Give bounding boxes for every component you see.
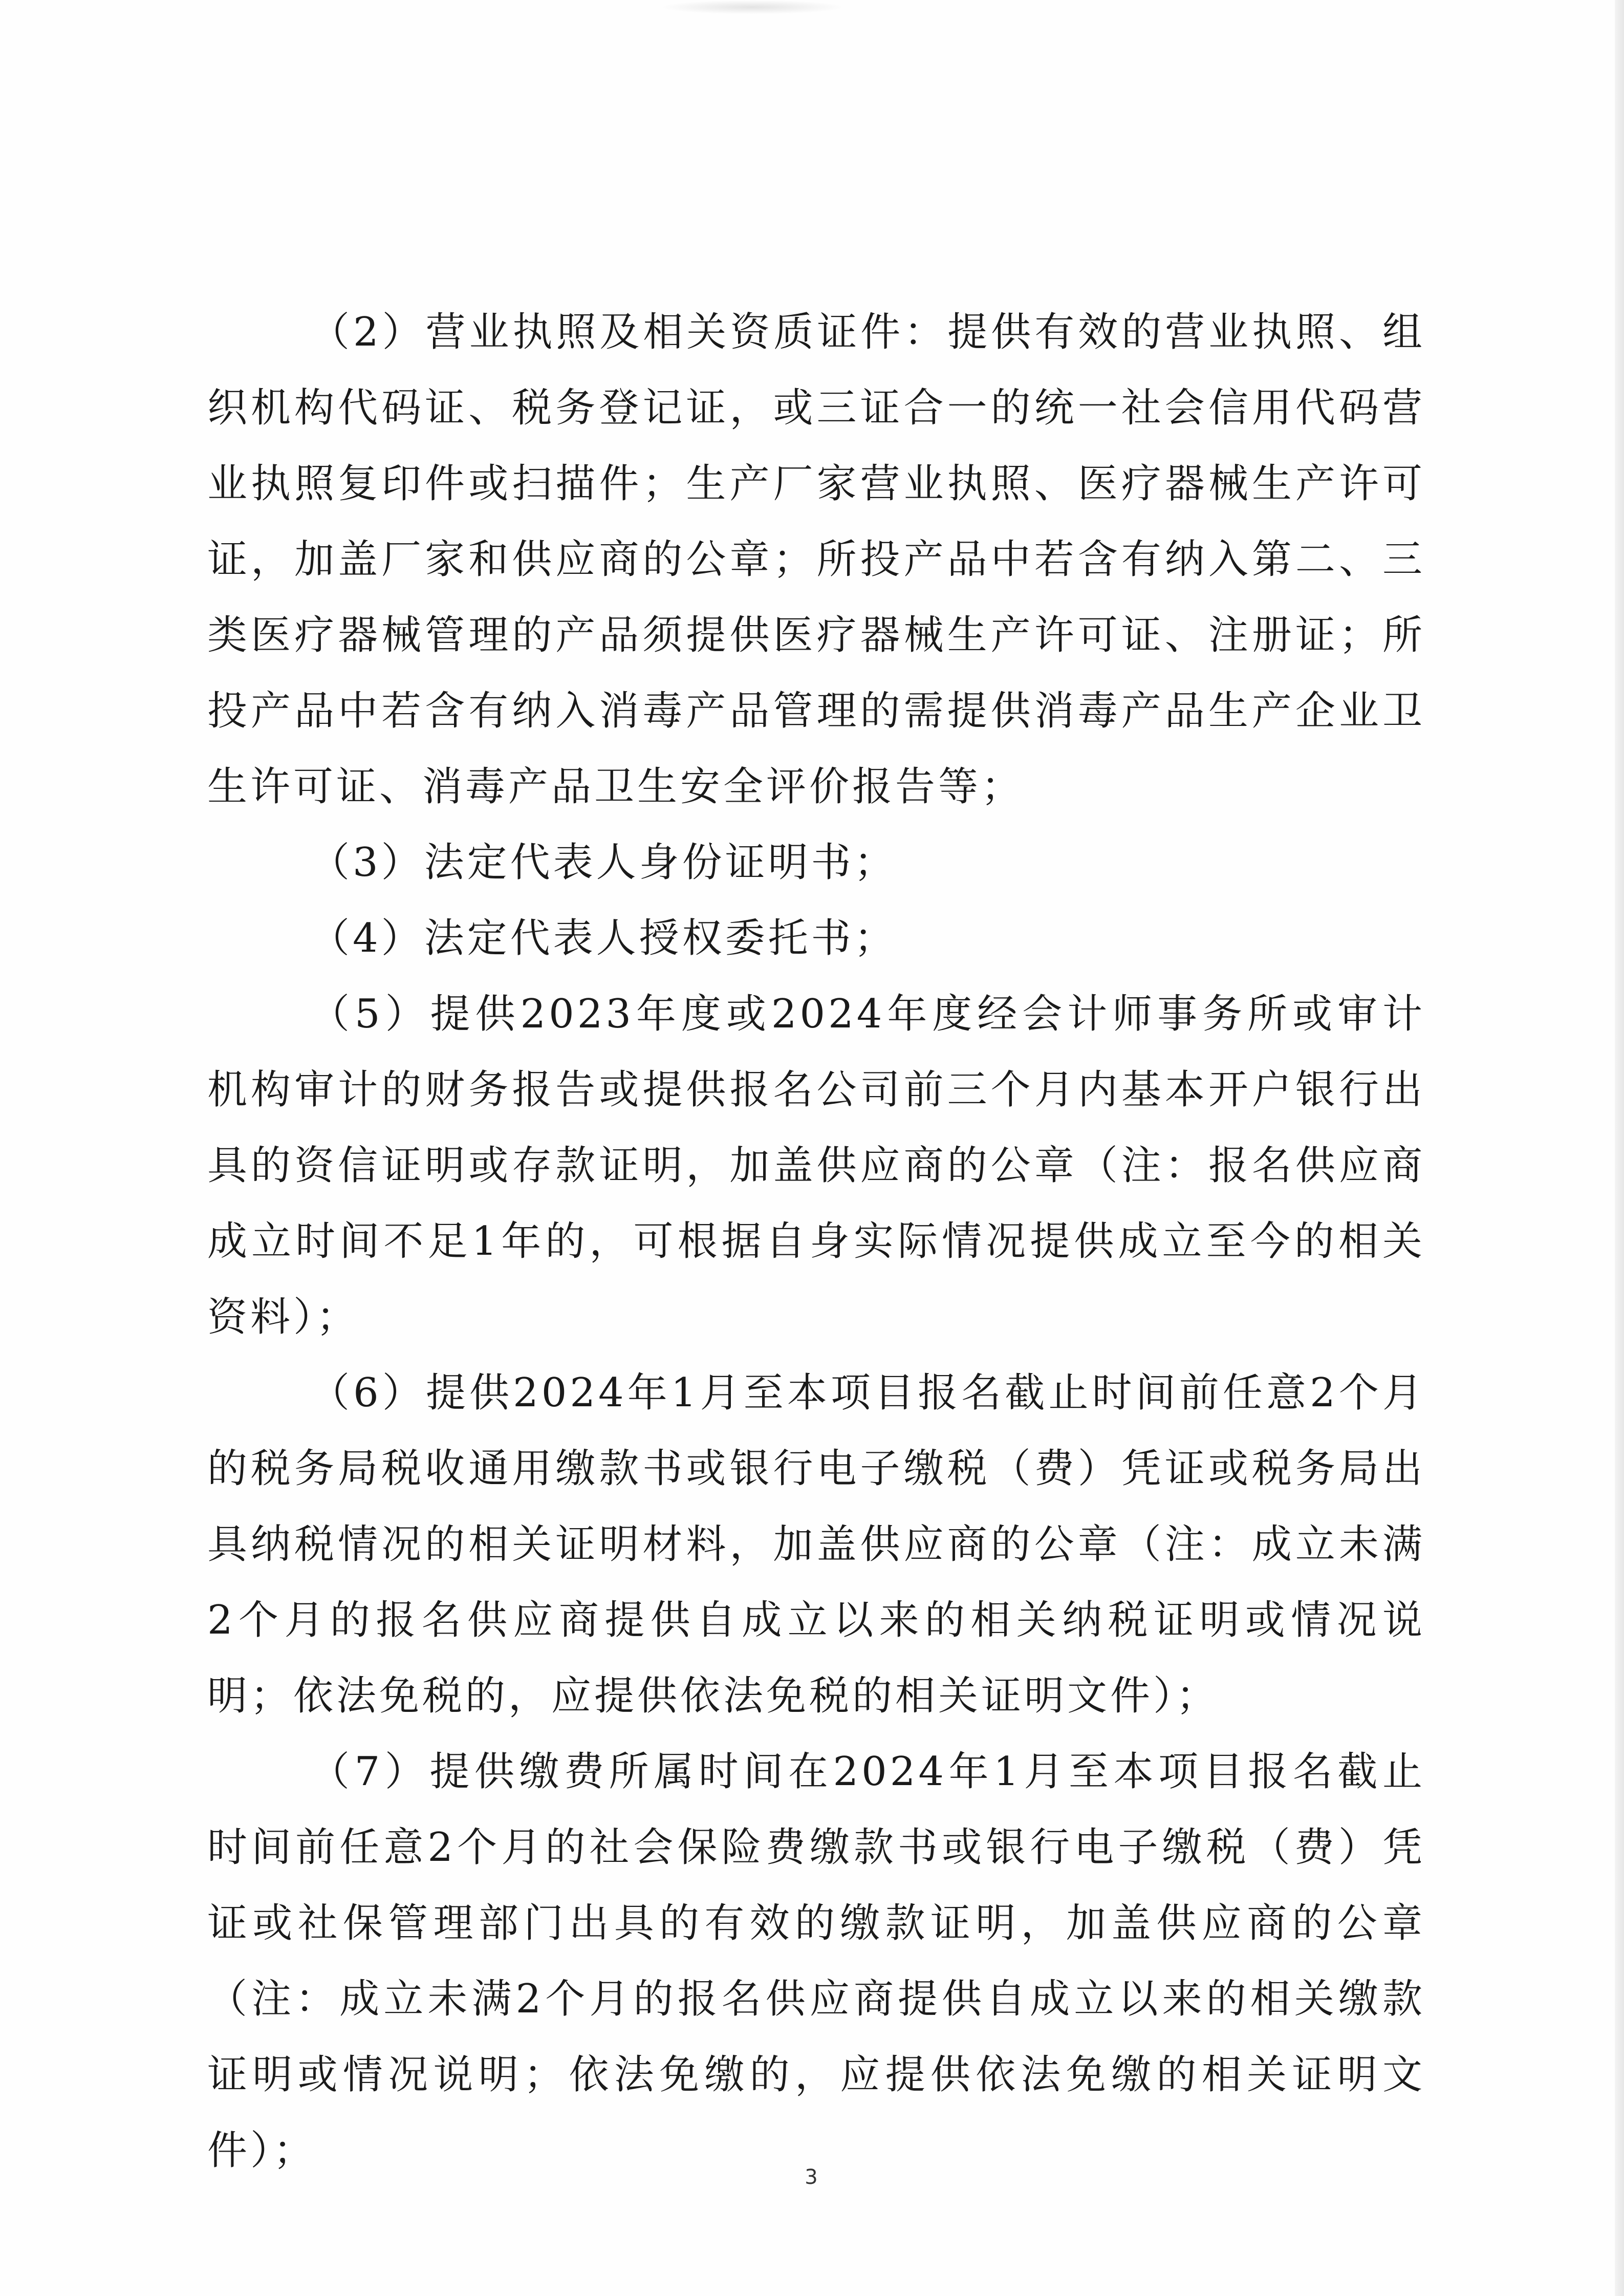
paragraph-item-4: （4）法定代表人授权委托书； [310, 915, 897, 961]
paragraph-item-5: （5）提供2023年度或2024年度经会计师事务所或审计机构审计的财务报告或提供报名公司前三个月内基本开户银行出具的资信证明或存款证明，加盖供应商的公章（注：报名供应商成立时间不足1年的，可根据自身实际情况提供成立至今的相关资料）； [207, 991, 1425, 1340]
paragraph-item-2: （2）营业执照及相关资质证件：提供有效的营业执照、组织机构代码证、税务登记证，或三证合一的统一社会信用代码营业执照复印件或扫描件；生产厂家营业执照、医疗器械生产许可证，加盖厂家和供应商的公章；所投产品中若含有纳入第二、三类医疗器械管理的产品须提供医疗器械生产许可证、注册证；所投产品中若含有纳入消毒产品管理的需提供消毒产品生产企业卫生许可证、消毒产品卫生安全评价报告等； [207, 309, 1425, 810]
scan-artifact [660, 0, 845, 14]
paragraph-item-6: （6）提供2024年1月至本项目报名截止时间前任意2个月的税务局税收通用缴款书或银行电子缴税（费）凭证或税务局出具纳税情况的相关证明材料，加盖供应商的公章（注：成立未满2个月的报名供应商提供自成立以来的相关纳税证明或情况说明；依法免税的，应提供依法免税的相关证明文件）； [207, 1370, 1425, 1719]
document-body [207, 294, 1425, 2188]
paragraph-item-7: （7）提供缴费所属时间在2024年1月至本项目报名截止时间前任意2个月的社会保险费缴款书或银行电子缴税（费）凭证或社保管理部门出具的有效的缴款证明，加盖供应商的公章（注：成立未满2个月的报名供应商提供自成立以来的相关缴款证明或情况说明；依法免缴的，应提供依法免缴的相关证明文件）； [207, 1749, 1425, 2174]
scan-edge-shadow [1615, 0, 1624, 2296]
paragraph-item-3: （3）法定代表人身份证明书； [310, 840, 897, 886]
page-number: 3 [805, 2165, 818, 2189]
